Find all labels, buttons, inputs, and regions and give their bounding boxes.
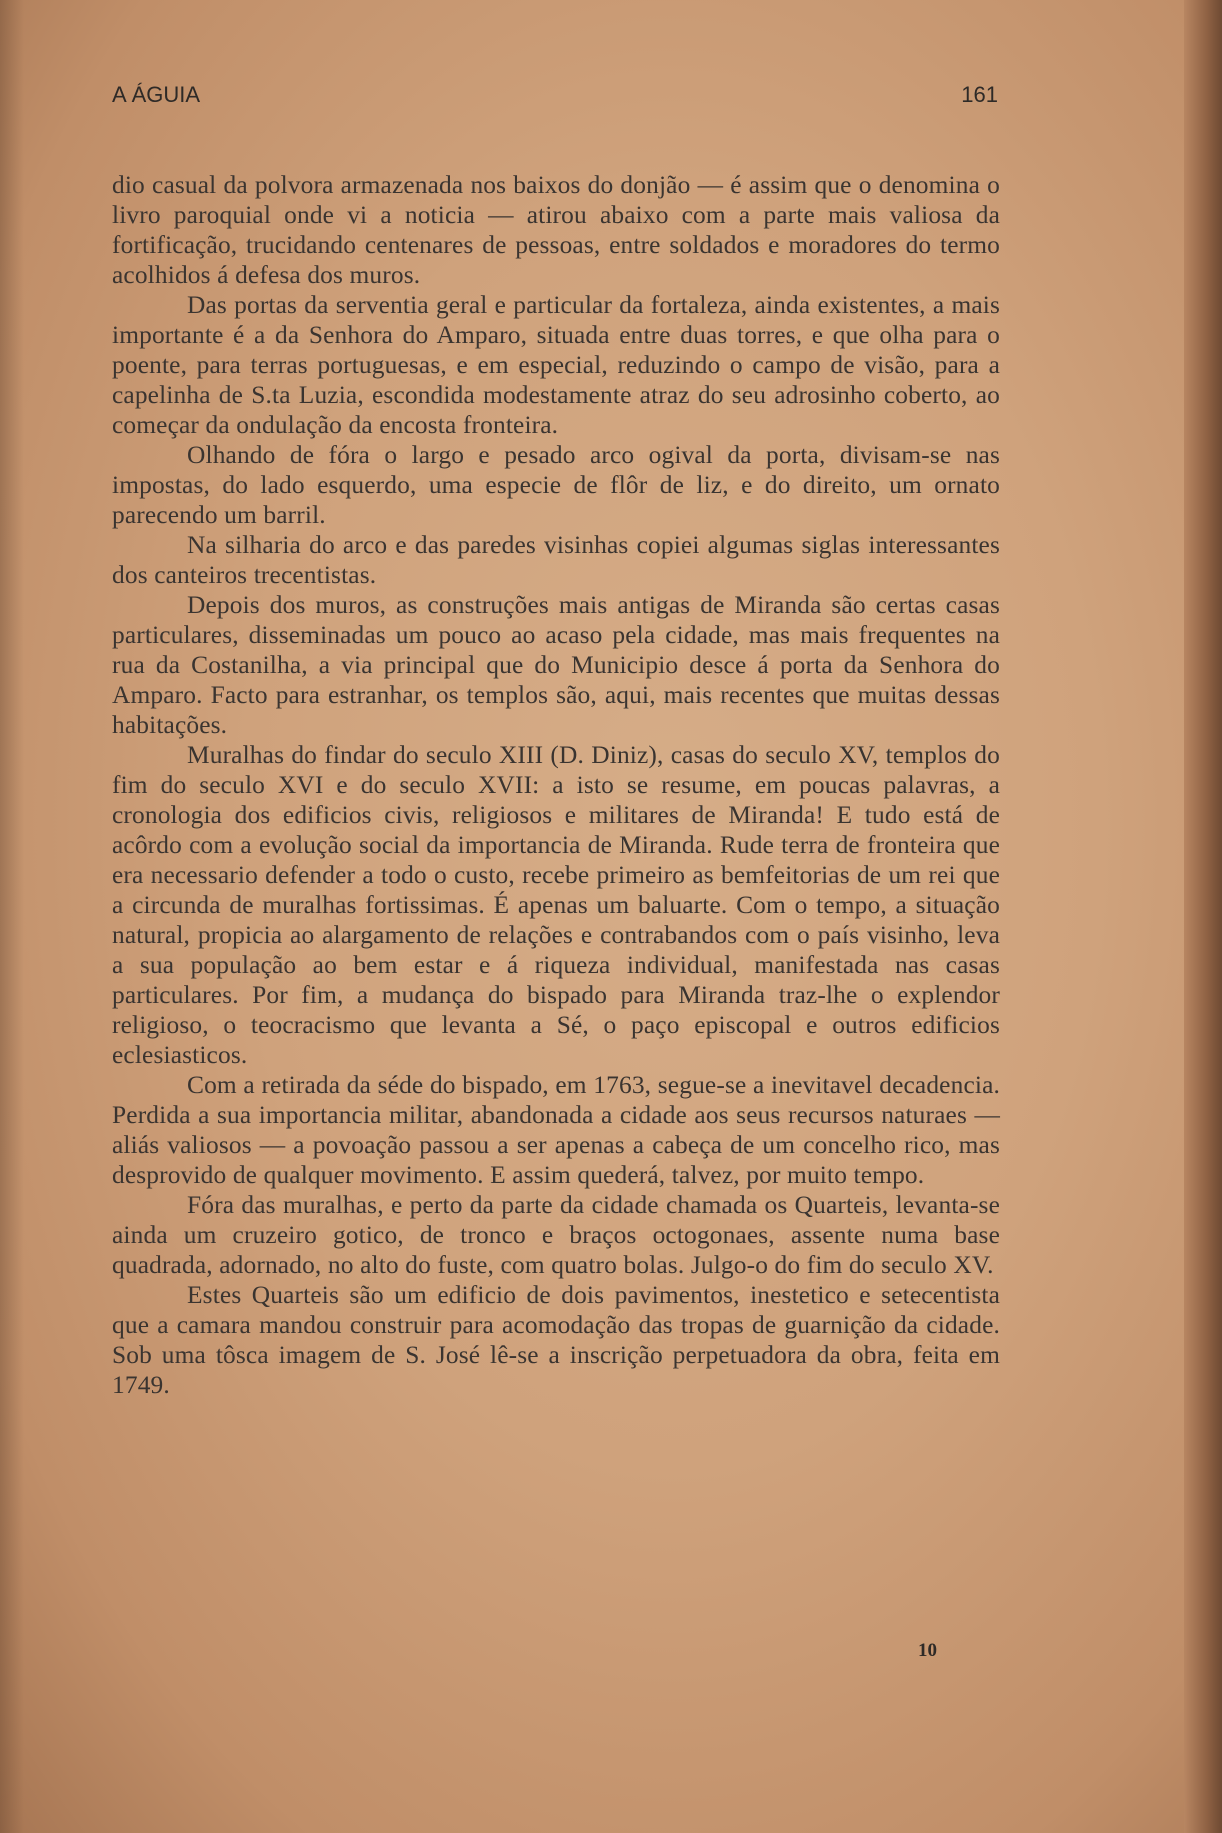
page-shadow-left bbox=[0, 0, 24, 1833]
paragraph-4: Na silharia do arco e das paredes visinhas copiei algumas siglas interessantes dos canteiros trecentistas. bbox=[112, 531, 1000, 589]
paragraph-8: Fóra das muralhas, e perto da parte da cidade chamada os Quarteis, levanta-se ainda um cruzeiro gotico, de tronco e braços octogonaes, assente numa base quadrada, adornado, no alto do fuste, com quatro bolas. Julgo-o do fim do seculo XV. bbox=[112, 1191, 1000, 1279]
page-number: 161 bbox=[961, 82, 998, 107]
paragraph-1: dio casual da polvora armazenada nos baixos do donjão — é assim que o denomina o livro paroquial onde vi a noticia — atirou abaixo com a parte mais valiosa da fortificação, trucidando centenares de pessoas, entre soldados e moradores do termo acolhidos á defesa dos muros. bbox=[112, 171, 1000, 289]
paragraph-7: Com a retirada da séde do bispado, em 1763, segue-se a inevitavel decadencia. Perdida a sua importancia militar, abandonada a cidade aos seus recursos naturaes — aliás valiosos — a povoação passou a ser apenas a cabeça de um concelho rico, mas desprovido de qualquer movimento. E assim quederá, talvez, por muito tempo. bbox=[112, 1071, 1000, 1189]
paragraph-2: Das portas da serventia geral e particular da fortaleza, ainda existentes, a mais importante é a da Senhora do Amparo, situada entre duas torres, e que olha para o poente, para terras portuguesas, e em especial, reduzindo o campo de visão, para a capelinha de S.ta Luzia, escondida modestamente atraz do seu adrosinho coberto, ao começar da ondulação da encosta fronteira. bbox=[112, 291, 1000, 439]
paragraph-5: Depois dos muros, as construções mais antigas de Miranda são certas casas particulares, disseminadas um pouco ao acaso pela cidade, mas mais frequentes na rua da Costanilha, a via principal que do Municipio desce á porta da Senhora do Amparo. Facto para estranhar, os templos são, aqui, mais recentes que muitas dessas habitações. bbox=[112, 591, 1000, 739]
body-text bbox=[112, 170, 1000, 1400]
paragraph-6: Muralhas do findar do seculo XIII (D. Diniz), casas do seculo XV, templos do fim do seculo XVI e do seculo XVII: a isto se resume, em poucas palavras, a cronologia dos edificios civis, religiosos e militares de Miranda! E tudo está de acôrdo com a evolução social da importancia de Miranda. Rude terra de fronteira que era necessario defender a todo o custo, recebe primeiro as bemfeitorias de um rei que a circunda de muralhas fortissimas. É apenas um baluarte. Com o tempo, a situação natural, propicia ao alargamento de relações e contrabandos com o país visinho, leva a sua população ao bem estar e á riqueza individual, manifestada nas casas particulares. Por fim, a mudança do bispado para Miranda traz-lhe o explendor religioso, o teocracismo que levanta a Sé, o paço episcopal e outros edificios eclesiasticos. bbox=[112, 741, 1000, 1069]
signature-mark: 10 bbox=[918, 1640, 937, 1661]
paragraph-9: Estes Quarteis são um edificio de dois pavimentos, inestetico e setecentista que a camara mandou construir para acomodação das tropas de guarnição da cidade. Sob uma tôsca imagem de S. José lê-se a inscrição perpetuadora da obra, feita em 1749. bbox=[112, 1281, 1000, 1399]
paragraph-3: Olhando de fóra o largo e pesado arco ogival da porta, divisam-se nas impostas, do lado esquerdo, uma especie de flôr de liz, e do direito, um ornato parecendo um barril. bbox=[112, 441, 1000, 529]
journal-title: A ÁGUIA bbox=[112, 82, 201, 107]
page-edge-right bbox=[1184, 0, 1222, 1833]
